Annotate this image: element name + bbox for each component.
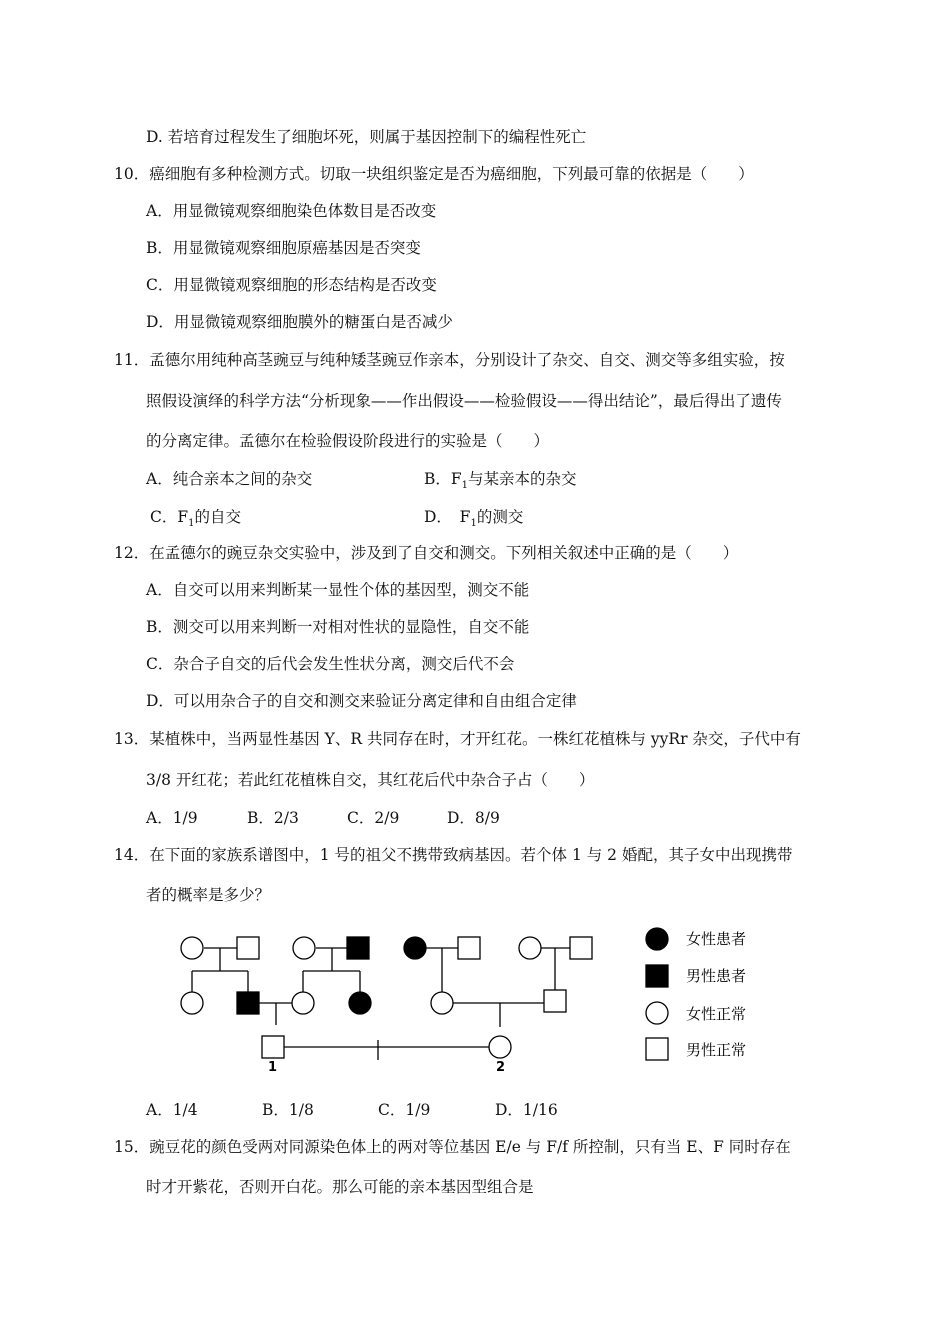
q14-option-d: D．1/16 [495,1101,558,1119]
q11-stem-line3: 的分离定律。孟德尔在检验假设阶段进行的实验是（ ） [146,432,550,450]
q9-option-d: D. 若培育过程发生了细胞坏死，则属于基因控制下的编程性死亡 [146,128,587,146]
q12-stem: 12．在孟德尔的豌豆杂交实验中，涉及到了自交和测交。下列相关叙述中正确的是（ ） [114,544,739,562]
male-normal-symbol [544,990,566,1012]
q10-option-d: D．用显微镜观察细胞膜外的糖蛋白是否减少 [146,313,453,331]
q11-option-a: A．纯合亲本之间的杂交 [146,470,313,488]
female-affected-symbol [349,992,371,1014]
male-affected-symbol [347,937,369,959]
q10-option-b: B．用显微镜观察细胞原癌基因是否突变 [146,239,421,257]
q13-option-c: C．2/9 [347,809,400,827]
q13-option-d: D．8/9 [447,809,500,827]
legend-female-normal-icon [646,1002,668,1024]
male-normal-symbol [237,937,259,959]
male-normal-symbol [570,937,592,959]
individual-2-symbol [489,1036,511,1058]
q15-stem-line2: 时才开紫花，否则开白花。那么可能的亲本基因型组合是 [146,1178,534,1196]
q10-stem: 10．癌细胞有多种检测方式。切取一块组织鉴定是否为癌细胞，下列最可靠的依据是（ ） [114,165,754,183]
male-affected-symbol [237,992,259,1014]
female-normal-symbol [292,992,314,1014]
q12-option-b: B．测交可以用来判断一对相对性状的显隐性，自交不能 [146,618,530,636]
individual-1-label: 1 [268,1060,278,1075]
q15-stem-line1: 15．豌豆花的颜色受两对同源染色体上的两对等位基因 E/e 与 F/f 所控制，只有当 E、F 同时存在 [114,1138,791,1156]
legend-male-normal-icon [646,1038,668,1060]
individual-1-symbol [262,1036,284,1058]
legend-female-normal-label: 女性正常 [686,1005,747,1023]
q11-option-c: C．$F_1$的自交 [150,508,242,530]
legend-female-affected-icon [646,928,668,950]
female-normal-symbol [519,937,541,959]
q10-option-a: A．用显微镜观察细胞染色体数目是否改变 [146,202,437,220]
legend-female-affected-label: 女性患者 [686,930,747,948]
pedigree-chart [170,925,790,1075]
q14-option-a: A．1/4 [146,1101,198,1119]
q14-option-c: C．1/9 [378,1101,431,1119]
female-normal-symbol [181,937,203,959]
female-normal-symbol [431,992,453,1014]
q13-stem-line1: 13．某植株中，当两显性基因 Y、R 共同存在时，才开红花。一株红花植株与 yyRr 杂交，子代中有 [114,730,801,748]
female-normal-symbol [181,992,203,1014]
q14-option-b: B．1/8 [262,1101,314,1119]
q10-option-c: C．用显微镜观察细胞的形态结构是否改变 [146,276,437,294]
q11-stem-line2: 照假设演绎的科学方法“分析现象——作出假设——检验假设——得出结论”，最后得出了遗传 [146,392,782,410]
q11-option-b: B．$F_1$与某亲本的杂交 [424,470,577,492]
q13-stem-line2: 3/8 开红花；若此红花植株自交，其红花后代中杂合子占（ ） [146,771,595,789]
q12-option-a: A．自交可以用来判断某一显性个体的基因型，测交不能 [146,581,530,599]
legend-male-normal-label: 男性正常 [686,1041,747,1059]
individual-2-label: 2 [496,1060,506,1075]
q11-stem-line1: 11．孟德尔用纯种高茎豌豆与纯种矮茎豌豆作亲本，分别设计了杂交、自交、测交等多组实验，按 [114,351,785,369]
q13-option-b: B．2/3 [247,809,299,827]
female-normal-symbol [293,937,315,959]
q12-option-d: D．可以用杂合子的自交和测交来验证分离定律和自由组合定律 [146,692,577,710]
q14-stem-line2: 者的概率是多少？ [146,886,271,904]
legend-male-affected-label: 男性患者 [686,967,747,985]
q12-option-c: C．杂合子自交的后代会发生性状分离，测交后代不会 [146,655,515,673]
q11-option-d: D． $F_1$的测交 [424,508,524,530]
q14-stem-line1: 14．在下面的家族系谱图中，1 号的祖父不携带致病基因。若个体 1 与 2 婚配，其子女中出现携带 [114,846,793,864]
q13-option-a: A．1/9 [146,809,198,827]
female-affected-symbol [404,937,426,959]
legend-male-affected-icon [646,965,668,987]
male-normal-symbol [458,937,480,959]
